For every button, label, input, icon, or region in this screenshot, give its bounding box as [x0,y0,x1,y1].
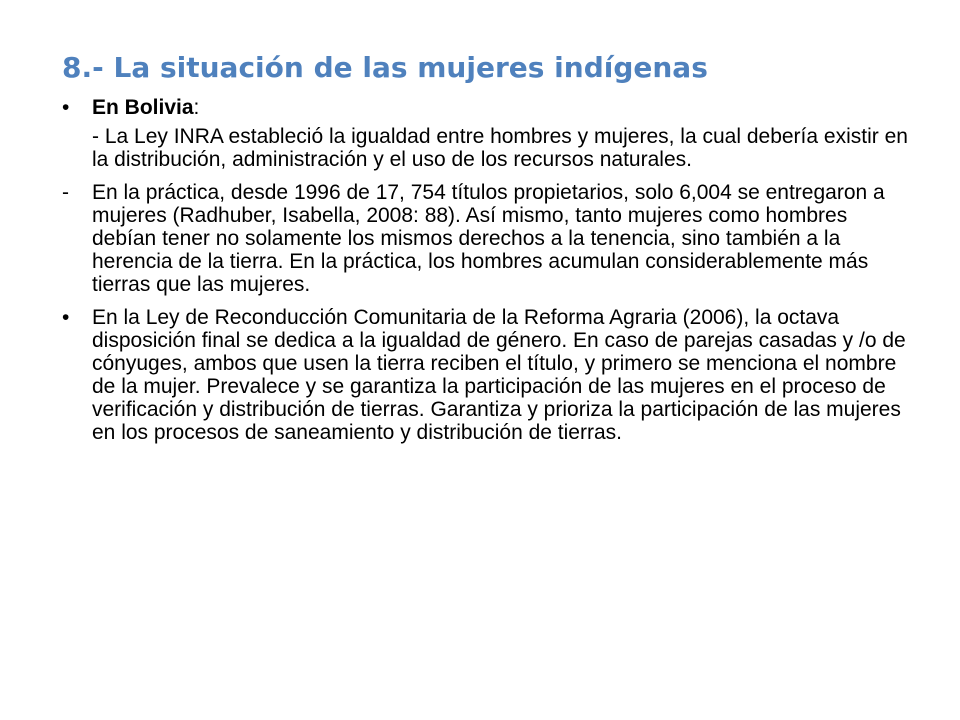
slide-title: 8.- La situación de las mujeres indígenas [62,51,708,84]
bolivia-label: En Bolivia [92,96,194,119]
paragraph-ley-inra [62,125,912,171]
bullet-marker: • [62,96,70,119]
dash-item-practica [62,181,912,296]
dash-marker: - [62,181,69,204]
slide-body [62,96,912,444]
bullet-reconduccion [62,306,912,444]
bullet-marker: • [62,306,70,329]
practica-text: En la práctica, desde 1996 de 17, 754 títulos propietarios, solo 6,004 se entregaron a mujeres (Radhuber, Isabella, 2008: 88). Así mismo, tanto mujeres como hombres debían tener no solamente los mismos derechos a la tenencia, sino también a la herencia de la tierra. En la práctica, los hombres acumulan considerablemente más tierras que las mujeres. [92,181,885,296]
bolivia-colon: : [193,96,200,119]
reconduccion-text: En la Ley de Reconducción Comunitaria de la Reforma Agraria (2006), la octava disposición final se dedica a la igualdad de género. En caso de parejas casadas y /o de cónyuges, ambos que usen la tierra reciben el título, y primero se menciona el nombre de la mujer. Prevalece y se garantiza la participación de las mujeres en el proceso de verificación y distribución de tierras. Garantiza y prioriza la participación de las mujeres en los procesos de saneamiento y distribución de tierras. [92,306,906,444]
ley-inra-text: - La Ley INRA estableció la igualdad entre hombres y mujeres, la cual debería existir en la distribución, administración y el uso de los recursos naturales. [92,125,908,171]
bullet-en-bolivia [62,96,912,119]
